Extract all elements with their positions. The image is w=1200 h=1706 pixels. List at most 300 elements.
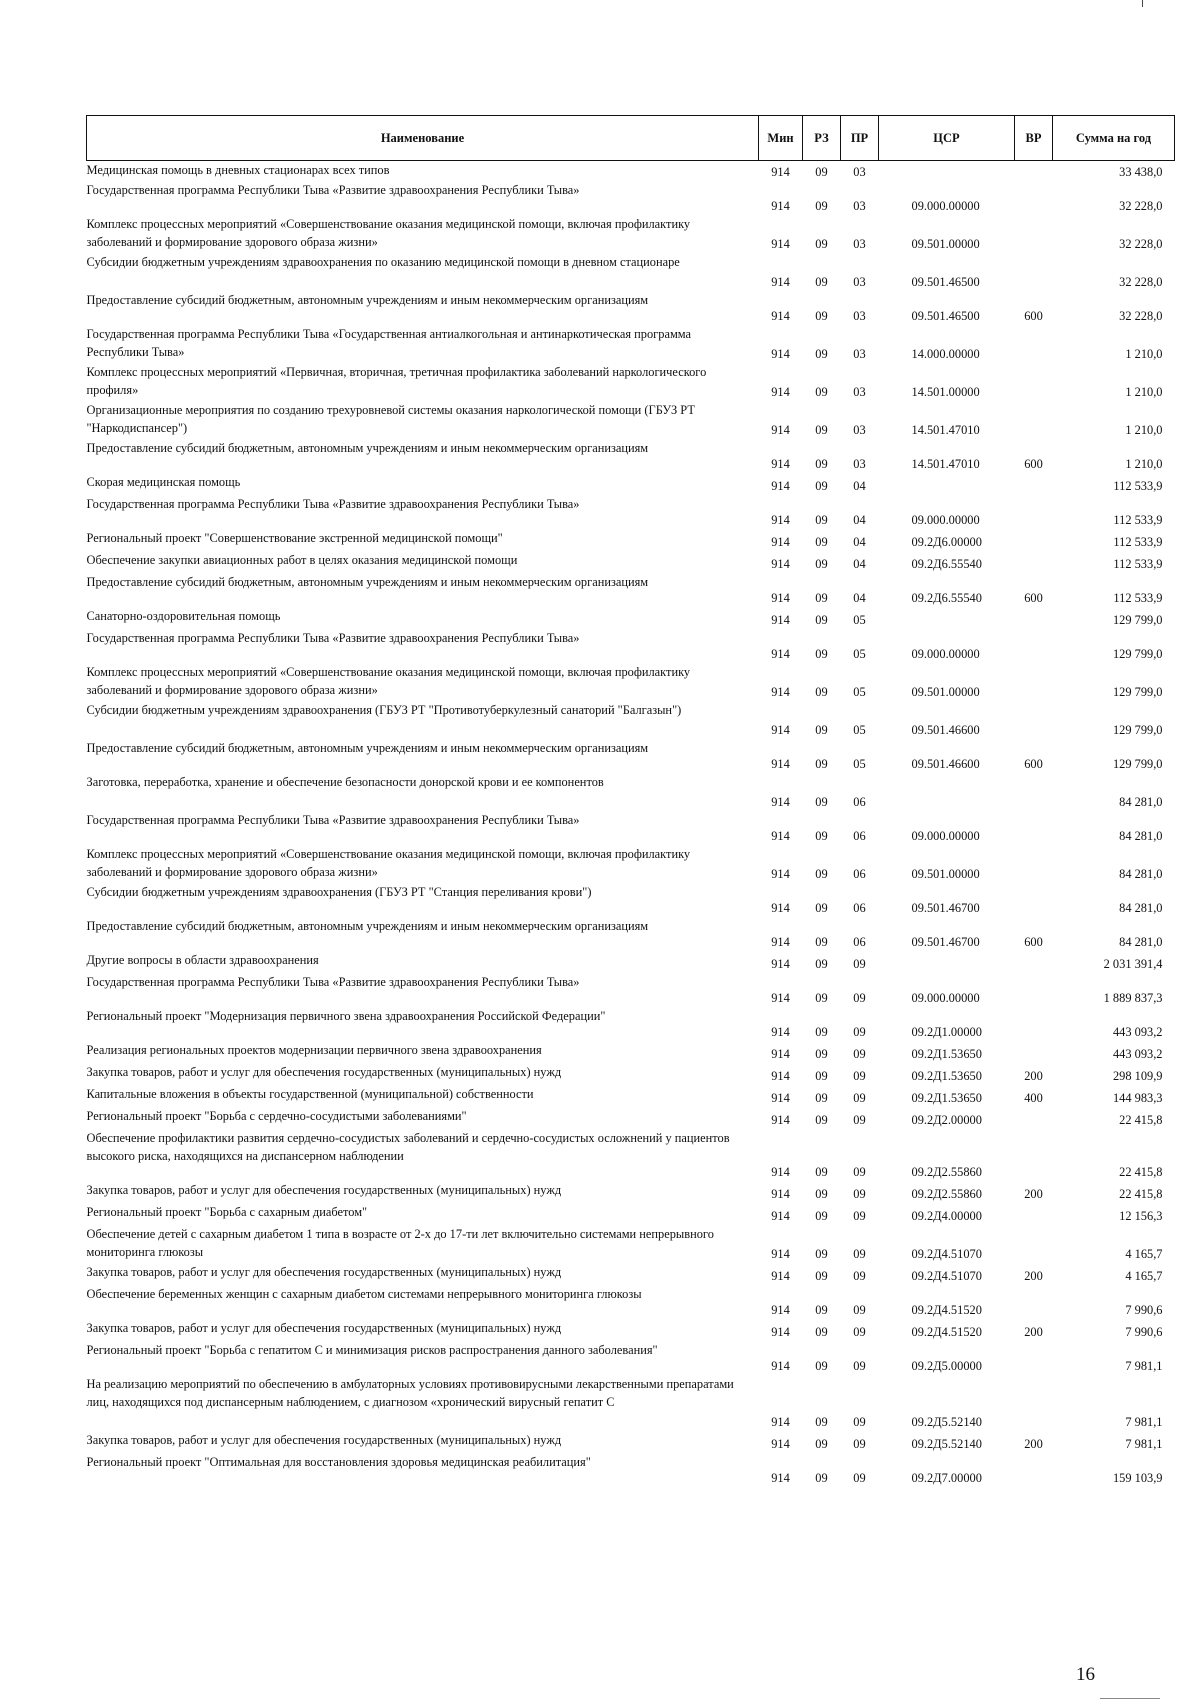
cell-name: Реализация региональных проектов модернизации первичного звена здравоохранения bbox=[86, 1042, 542, 1057]
header-csr: ЦСР bbox=[879, 116, 1015, 161]
cell-min: 914 bbox=[771, 236, 790, 251]
cell-vr bbox=[1015, 1107, 1053, 1129]
cell-rz: 09 bbox=[815, 990, 828, 1005]
cell-csr: 09.2Д5.00000 bbox=[911, 1358, 982, 1373]
cell-pr: 09 bbox=[853, 956, 866, 971]
cell-csr: 09.501.00000 bbox=[911, 684, 980, 699]
cell-pr: 04 bbox=[853, 556, 866, 571]
cell-csr: 09.2Д6.55540 bbox=[911, 556, 982, 571]
cell-csr: 09.2Д2.55860 bbox=[911, 1164, 982, 1179]
cell-pr: 09 bbox=[853, 1112, 866, 1127]
cell-name: Предоставление субсидий бюджетным, автономным учреждениям и иным некоммерческим организациям bbox=[86, 740, 649, 755]
cell-rz: 09 bbox=[815, 1268, 828, 1283]
table-row bbox=[87, 1225, 1175, 1263]
cell-csr: 09.000.00000 bbox=[911, 646, 980, 661]
cell-vr bbox=[1015, 215, 1053, 253]
cell-csr: 14.501.00000 bbox=[911, 384, 980, 399]
cell-pr: 09 bbox=[853, 1186, 866, 1201]
table-row bbox=[87, 811, 1175, 845]
cell-min: 914 bbox=[771, 1246, 790, 1261]
cell-rz: 09 bbox=[815, 556, 828, 571]
cell-rz: 09 bbox=[815, 612, 828, 627]
cell-csr: 09.501.46500 bbox=[911, 308, 980, 323]
cell-sum: 2 031 391,4 bbox=[1103, 956, 1163, 971]
cell-sum: 1 889 837,3 bbox=[1103, 990, 1163, 1005]
cell-csr: 09.2Д4.51070 bbox=[911, 1246, 982, 1261]
table-row bbox=[87, 1203, 1175, 1225]
cell-name: Организационные мероприятия по созданию трехуровневой системы оказания наркологической помощи (ГБУЗ РТ "Наркодиспансер") bbox=[86, 402, 695, 435]
cell-csr: 09.2Д4.51070 bbox=[911, 1268, 982, 1283]
cell-vr: 600 bbox=[1024, 308, 1043, 323]
table-row bbox=[87, 845, 1175, 883]
cell-pr: 09 bbox=[853, 1470, 866, 1485]
cell-csr bbox=[879, 473, 1015, 495]
cell-csr: 09.2Д5.52140 bbox=[911, 1414, 982, 1429]
table-row bbox=[87, 291, 1175, 325]
cell-rz: 09 bbox=[815, 308, 828, 323]
cell-pr: 03 bbox=[853, 274, 866, 289]
cell-csr bbox=[879, 607, 1015, 629]
cell-min: 914 bbox=[771, 866, 790, 881]
cell-rz: 09 bbox=[815, 828, 828, 843]
cell-sum: 4 165,7 bbox=[1125, 1268, 1163, 1283]
cell-rz: 09 bbox=[815, 456, 828, 471]
cell-rz: 09 bbox=[815, 1024, 828, 1039]
cell-rz: 09 bbox=[815, 1302, 828, 1317]
cell-vr bbox=[1015, 181, 1053, 215]
cell-sum: 112 533,9 bbox=[1113, 590, 1163, 605]
cell-sum: 33 438,0 bbox=[1119, 164, 1163, 179]
cell-name: Комплекс процессных мероприятий «Совершенствование оказания медицинской помощи, включая профилактику заболеваний и формирование здорового образа жизни» bbox=[86, 216, 691, 249]
cell-name: Обеспечение беременных женщин с сахарным диабетом системами непрерывного мониторинга глюкозы bbox=[86, 1286, 642, 1301]
cell-rz: 09 bbox=[815, 934, 828, 949]
cell-csr: 09.501.46600 bbox=[911, 756, 980, 771]
cell-pr: 03 bbox=[853, 198, 866, 213]
cell-name: Закупка товаров, работ и услуг для обеспечения государственных (муниципальных) нужд bbox=[86, 1432, 562, 1447]
cell-sum: 4 165,7 bbox=[1125, 1246, 1163, 1261]
cell-name: Обеспечение детей с сахарным диабетом 1 типа в возрасте от 2-х до 17-ти лет включительно системами непрерывного мониторинга глюкозы bbox=[86, 1226, 714, 1259]
cell-rz: 09 bbox=[815, 1246, 828, 1261]
cell-pr: 03 bbox=[853, 236, 866, 251]
table-row bbox=[87, 253, 1175, 291]
cell-sum: 32 228,0 bbox=[1119, 308, 1163, 323]
cell-rz: 09 bbox=[815, 534, 828, 549]
table-body bbox=[87, 161, 1175, 1487]
cell-name: Государственная программа Республики Тыва «Развитие здравоохранения Республики Тыва» bbox=[86, 974, 580, 989]
cell-pr: 03 bbox=[853, 164, 866, 179]
table-row bbox=[87, 629, 1175, 663]
cell-vr bbox=[1015, 325, 1053, 363]
cell-min: 914 bbox=[771, 722, 790, 737]
cell-name: Комплекс процессных мероприятий «Первичная, вторичная, третичная профилактика заболеваний наркологического профиля» bbox=[86, 364, 707, 397]
cell-vr bbox=[1015, 551, 1053, 573]
header-vr: ВР bbox=[1015, 116, 1053, 161]
table-row bbox=[87, 363, 1175, 401]
cell-pr: 09 bbox=[853, 990, 866, 1005]
table-row bbox=[87, 701, 1175, 739]
header-name: Наименование bbox=[87, 116, 759, 161]
cell-vr: 600 bbox=[1024, 756, 1043, 771]
cell-min: 914 bbox=[771, 1208, 790, 1223]
header-row bbox=[87, 116, 1175, 161]
cell-name: Комплекс процессных мероприятий «Совершенствование оказания медицинской помощи, включая профилактику заболеваний и формирование здорового образа жизни» bbox=[86, 846, 691, 879]
cell-csr: 09.000.00000 bbox=[911, 990, 980, 1005]
cell-rz: 09 bbox=[815, 1046, 828, 1061]
cell-min: 914 bbox=[771, 198, 790, 213]
cell-vr bbox=[1015, 1341, 1053, 1375]
table-row bbox=[87, 1285, 1175, 1319]
cell-min: 914 bbox=[771, 164, 790, 179]
table-row bbox=[87, 1341, 1175, 1375]
cell-min: 914 bbox=[771, 934, 790, 949]
cell-pr: 05 bbox=[853, 722, 866, 737]
cell-pr: 09 bbox=[853, 1324, 866, 1339]
cell-vr bbox=[1015, 1041, 1053, 1063]
cell-sum: 112 533,9 bbox=[1113, 556, 1163, 571]
cell-pr: 05 bbox=[853, 756, 866, 771]
cell-pr: 09 bbox=[853, 1358, 866, 1373]
scan-mark-bottom bbox=[1100, 1698, 1160, 1699]
cell-csr: 09.2Д7.00000 bbox=[911, 1470, 982, 1485]
cell-min: 914 bbox=[771, 1046, 790, 1061]
table-row bbox=[87, 773, 1175, 811]
table-row bbox=[87, 1107, 1175, 1129]
cell-vr: 200 bbox=[1024, 1436, 1043, 1451]
cell-pr: 09 bbox=[853, 1208, 866, 1223]
cell-vr: 200 bbox=[1024, 1324, 1043, 1339]
cell-rz: 09 bbox=[815, 756, 828, 771]
cell-pr: 04 bbox=[853, 512, 866, 527]
cell-sum: 1 210,0 bbox=[1125, 384, 1163, 399]
cell-name: Государственная программа Республики Тыва «Развитие здравоохранения Республики Тыва» bbox=[86, 496, 580, 511]
cell-vr bbox=[1015, 1203, 1053, 1225]
header-pr: ПР bbox=[841, 116, 879, 161]
cell-sum: 22 415,8 bbox=[1119, 1164, 1163, 1179]
cell-sum: 1 210,0 bbox=[1125, 422, 1163, 437]
cell-sum: 443 093,2 bbox=[1112, 1024, 1163, 1039]
table-row bbox=[87, 325, 1175, 363]
cell-min: 914 bbox=[771, 900, 790, 915]
cell-rz: 09 bbox=[815, 1470, 828, 1485]
table-row bbox=[87, 1431, 1175, 1453]
cell-csr: 14.501.47010 bbox=[911, 456, 980, 471]
cell-min: 914 bbox=[771, 646, 790, 661]
table-row bbox=[87, 473, 1175, 495]
cell-rz: 09 bbox=[815, 1358, 828, 1373]
cell-name: Региональный проект "Совершенствование экстренной медицинской помощи" bbox=[86, 530, 503, 545]
cell-min: 914 bbox=[771, 1090, 790, 1105]
table-row bbox=[87, 951, 1175, 973]
cell-pr: 09 bbox=[853, 1046, 866, 1061]
cell-rz: 09 bbox=[815, 346, 828, 361]
cell-csr: 14.000.00000 bbox=[911, 346, 980, 361]
cell-csr: 09.2Д4.00000 bbox=[911, 1208, 982, 1223]
cell-rz: 09 bbox=[815, 900, 828, 915]
cell-rz: 09 bbox=[815, 684, 828, 699]
cell-vr bbox=[1015, 529, 1053, 551]
cell-min: 914 bbox=[771, 456, 790, 471]
cell-vr bbox=[1015, 607, 1053, 629]
cell-csr bbox=[879, 773, 1015, 811]
cell-name: Региональный проект "Модернизация первичного звена здравоохранения Российской Федерации" bbox=[86, 1008, 606, 1023]
cell-min: 914 bbox=[771, 274, 790, 289]
cell-pr: 05 bbox=[853, 646, 866, 661]
cell-min: 914 bbox=[771, 1358, 790, 1373]
cell-min: 914 bbox=[771, 346, 790, 361]
cell-name: Комплекс процессных мероприятий «Совершенствование оказания медицинской помощи, включая профилактику заболеваний и формирование здорового образа жизни» bbox=[86, 664, 691, 697]
cell-rz: 09 bbox=[815, 1208, 828, 1223]
cell-pr: 05 bbox=[853, 612, 866, 627]
cell-min: 914 bbox=[771, 1112, 790, 1127]
cell-csr: 09.2Д6.55540 bbox=[911, 590, 982, 605]
table-row bbox=[87, 739, 1175, 773]
table-row bbox=[87, 181, 1175, 215]
table-row bbox=[87, 1181, 1175, 1203]
cell-sum: 84 281,0 bbox=[1119, 934, 1163, 949]
cell-vr bbox=[1015, 473, 1053, 495]
cell-rz: 09 bbox=[815, 722, 828, 737]
cell-sum: 443 093,2 bbox=[1112, 1046, 1163, 1061]
cell-min: 914 bbox=[771, 308, 790, 323]
cell-csr: 09.2Д4.51520 bbox=[911, 1324, 982, 1339]
cell-pr: 03 bbox=[853, 422, 866, 437]
cell-min: 914 bbox=[771, 828, 790, 843]
cell-vr bbox=[1015, 253, 1053, 291]
cell-sum: 84 281,0 bbox=[1119, 828, 1163, 843]
cell-vr bbox=[1015, 629, 1053, 663]
cell-sum: 1 210,0 bbox=[1125, 456, 1163, 471]
cell-rz: 09 bbox=[815, 1068, 828, 1083]
table-row bbox=[87, 883, 1175, 917]
cell-vr bbox=[1015, 401, 1053, 439]
cell-min: 914 bbox=[771, 1414, 790, 1429]
cell-sum: 144 983,3 bbox=[1112, 1090, 1163, 1105]
table-row bbox=[87, 1453, 1175, 1487]
table-row bbox=[87, 1375, 1175, 1431]
cell-name: Региональный проект "Борьба с гепатитом С и минимизация рисков распространения данного заболевания" bbox=[86, 1342, 658, 1357]
cell-rz: 09 bbox=[815, 1324, 828, 1339]
table-row bbox=[87, 161, 1175, 181]
cell-pr: 06 bbox=[853, 866, 866, 881]
cell-min: 914 bbox=[771, 422, 790, 437]
cell-min: 914 bbox=[771, 1268, 790, 1283]
cell-rz: 09 bbox=[815, 866, 828, 881]
cell-vr bbox=[1015, 883, 1053, 917]
cell-pr: 04 bbox=[853, 478, 866, 493]
cell-name: Закупка товаров, работ и услуг для обеспечения государственных (муниципальных) нужд bbox=[86, 1064, 562, 1079]
cell-min: 914 bbox=[771, 556, 790, 571]
cell-csr: 09.501.00000 bbox=[911, 866, 980, 881]
cell-rz: 09 bbox=[815, 422, 828, 437]
cell-rz: 09 bbox=[815, 1436, 828, 1451]
cell-vr bbox=[1015, 363, 1053, 401]
cell-pr: 04 bbox=[853, 590, 866, 605]
cell-rz: 09 bbox=[815, 646, 828, 661]
cell-vr bbox=[1015, 495, 1053, 529]
cell-sum: 1 210,0 bbox=[1125, 346, 1163, 361]
table-row bbox=[87, 1319, 1175, 1341]
cell-name: Заготовка, переработка, хранение и обеспечение безопасности донорской крови и ее компонентов bbox=[86, 774, 604, 789]
cell-rz: 09 bbox=[815, 1164, 828, 1179]
cell-rz: 09 bbox=[815, 274, 828, 289]
cell-pr: 09 bbox=[853, 1024, 866, 1039]
cell-vr: 200 bbox=[1024, 1268, 1043, 1283]
cell-min: 914 bbox=[771, 478, 790, 493]
table-row bbox=[87, 1063, 1175, 1085]
cell-rz: 09 bbox=[815, 1112, 828, 1127]
cell-csr: 09.2Д4.51520 bbox=[911, 1302, 982, 1317]
cell-rz: 09 bbox=[815, 956, 828, 971]
cell-pr: 09 bbox=[853, 1246, 866, 1261]
cell-csr: 09.2Д1.53650 bbox=[911, 1068, 982, 1083]
cell-min: 914 bbox=[771, 1024, 790, 1039]
cell-vr bbox=[1015, 773, 1053, 811]
table-row bbox=[87, 551, 1175, 573]
cell-min: 914 bbox=[771, 1470, 790, 1485]
cell-rz: 09 bbox=[815, 198, 828, 213]
cell-rz: 09 bbox=[815, 384, 828, 399]
cell-pr: 06 bbox=[853, 900, 866, 915]
cell-csr: 14.501.47010 bbox=[911, 422, 980, 437]
header-sum: Сумма на год bbox=[1053, 116, 1175, 161]
cell-min: 914 bbox=[771, 756, 790, 771]
cell-name: Предоставление субсидий бюджетным, автономным учреждениям и иным некоммерческим организациям bbox=[86, 918, 649, 933]
cell-name: Закупка товаров, работ и услуг для обеспечения государственных (муниципальных) нужд bbox=[86, 1264, 562, 1279]
cell-min: 914 bbox=[771, 1068, 790, 1083]
table-row bbox=[87, 1007, 1175, 1041]
cell-sum: 129 799,0 bbox=[1112, 722, 1163, 737]
cell-csr bbox=[879, 161, 1015, 181]
cell-min: 914 bbox=[771, 1302, 790, 1317]
cell-csr: 09.000.00000 bbox=[911, 198, 980, 213]
cell-name: Региональный проект "Борьба с сердечно-сосудистыми заболеваниями" bbox=[86, 1108, 467, 1123]
cell-pr: 04 bbox=[853, 534, 866, 549]
cell-name: Санаторно-оздоровительная помощь bbox=[86, 608, 281, 623]
cell-pr: 03 bbox=[853, 308, 866, 323]
cell-vr: 600 bbox=[1024, 456, 1043, 471]
cell-min: 914 bbox=[771, 1186, 790, 1201]
table-header bbox=[87, 116, 1175, 161]
cell-rz: 09 bbox=[815, 1414, 828, 1429]
cell-vr bbox=[1015, 1285, 1053, 1319]
cell-min: 914 bbox=[771, 990, 790, 1005]
cell-min: 914 bbox=[771, 1436, 790, 1451]
table-row bbox=[87, 1085, 1175, 1107]
cell-name: На реализацию мероприятий по обеспечению в амбулаторных условиях противовирусными лекарственными препаратами лиц, находящихся под диспансерным наблюдением, с диагнозом «хронический вирусный гепатит С bbox=[86, 1376, 734, 1409]
cell-sum: 12 156,3 bbox=[1119, 1208, 1163, 1223]
header-rz: РЗ bbox=[803, 116, 841, 161]
cell-csr: 09.501.00000 bbox=[911, 236, 980, 251]
cell-rz: 09 bbox=[815, 478, 828, 493]
cell-pr: 09 bbox=[853, 1090, 866, 1105]
table-row bbox=[87, 529, 1175, 551]
cell-vr bbox=[1015, 1453, 1053, 1487]
table-row bbox=[87, 663, 1175, 701]
cell-sum: 7 981,1 bbox=[1125, 1414, 1163, 1429]
cell-pr: 09 bbox=[853, 1068, 866, 1083]
cell-sum: 84 281,0 bbox=[1119, 794, 1163, 809]
cell-csr bbox=[879, 951, 1015, 973]
table-row bbox=[87, 495, 1175, 529]
cell-pr: 06 bbox=[853, 828, 866, 843]
table-row bbox=[87, 917, 1175, 951]
cell-rz: 09 bbox=[815, 1090, 828, 1105]
cell-name: Региональный проект "Оптимальная для восстановления здоровья медицинская реабилитация" bbox=[86, 1454, 591, 1469]
cell-csr: 09.2Д6.00000 bbox=[911, 534, 982, 549]
cell-csr: 09.501.46700 bbox=[911, 900, 980, 915]
cell-name: Закупка товаров, работ и услуг для обеспечения государственных (муниципальных) нужд bbox=[86, 1320, 562, 1335]
scan-mark-top bbox=[1142, 0, 1143, 7]
table-row bbox=[87, 1263, 1175, 1285]
cell-vr: 200 bbox=[1024, 1068, 1043, 1083]
cell-name: Предоставление субсидий бюджетным, автономным учреждениям и иным некоммерческим организациям bbox=[86, 574, 649, 589]
cell-vr bbox=[1015, 811, 1053, 845]
cell-rz: 09 bbox=[815, 512, 828, 527]
cell-vr bbox=[1015, 845, 1053, 883]
cell-sum: 129 799,0 bbox=[1112, 756, 1163, 771]
cell-rz: 09 bbox=[815, 794, 828, 809]
cell-sum: 32 228,0 bbox=[1119, 274, 1163, 289]
budget-table bbox=[86, 115, 1175, 1487]
cell-pr: 03 bbox=[853, 384, 866, 399]
cell-name: Обеспечение профилактики развития сердечно-сосудистых заболеваний и сердечно-сосудистых осложнений у пациентов высокого риска, находящихся на диспансерном наблюдении bbox=[86, 1130, 730, 1163]
cell-vr bbox=[1015, 951, 1053, 973]
cell-min: 914 bbox=[771, 512, 790, 527]
cell-csr: 09.501.46700 bbox=[911, 934, 980, 949]
cell-name: Государственная программа Республики Тыва «Развитие здравоохранения Республики Тыва» bbox=[86, 630, 580, 645]
cell-csr: 09.2Д1.00000 bbox=[911, 1024, 982, 1039]
cell-pr: 03 bbox=[853, 456, 866, 471]
cell-vr: 200 bbox=[1024, 1186, 1043, 1201]
cell-sum: 129 799,0 bbox=[1112, 684, 1163, 699]
cell-sum: 7 981,1 bbox=[1125, 1436, 1163, 1451]
cell-sum: 112 533,9 bbox=[1113, 534, 1163, 549]
cell-min: 914 bbox=[771, 1164, 790, 1179]
cell-csr: 09.2Д2.00000 bbox=[911, 1112, 982, 1127]
table-row bbox=[87, 439, 1175, 473]
cell-name: Обеспечение закупки авиационных работ в целях оказания медицинской помощи bbox=[86, 552, 518, 567]
cell-name: Субсидии бюджетным учреждениям здравоохранения (ГБУЗ РТ "Станция переливания крови") bbox=[86, 884, 592, 899]
cell-min: 914 bbox=[771, 612, 790, 627]
cell-min: 914 bbox=[771, 384, 790, 399]
cell-vr bbox=[1015, 1007, 1053, 1041]
cell-pr: 09 bbox=[853, 1268, 866, 1283]
cell-csr: 09.2Д2.55860 bbox=[911, 1186, 982, 1201]
cell-rz: 09 bbox=[815, 1186, 828, 1201]
cell-vr bbox=[1015, 161, 1053, 181]
cell-name: Предоставление субсидий бюджетным, автономным учреждениям и иным некоммерческим организациям bbox=[86, 292, 649, 307]
cell-sum: 159 103,9 bbox=[1112, 1470, 1163, 1485]
cell-min: 914 bbox=[771, 534, 790, 549]
table-row bbox=[87, 573, 1175, 607]
cell-vr bbox=[1015, 1375, 1053, 1431]
cell-vr: 400 bbox=[1024, 1090, 1043, 1105]
cell-name: Предоставление субсидий бюджетным, автономным учреждениям и иным некоммерческим организациям bbox=[86, 440, 649, 455]
cell-min: 914 bbox=[771, 684, 790, 699]
cell-name: Медицинская помощь в дневных стационарах всех типов bbox=[86, 163, 390, 177]
cell-sum: 84 281,0 bbox=[1119, 900, 1163, 915]
cell-name: Субсидии бюджетным учреждениям здравоохранения (ГБУЗ РТ "Противотуберкулезный санаторий "Балгазын") bbox=[86, 702, 682, 717]
table-row bbox=[87, 1041, 1175, 1063]
cell-pr: 09 bbox=[853, 1414, 866, 1429]
cell-vr: 600 bbox=[1024, 934, 1043, 949]
table-row bbox=[87, 215, 1175, 253]
table-row bbox=[87, 401, 1175, 439]
cell-csr: 09.501.46500 bbox=[911, 274, 980, 289]
table-row bbox=[87, 973, 1175, 1007]
cell-sum: 129 799,0 bbox=[1112, 612, 1163, 627]
cell-vr bbox=[1015, 701, 1053, 739]
